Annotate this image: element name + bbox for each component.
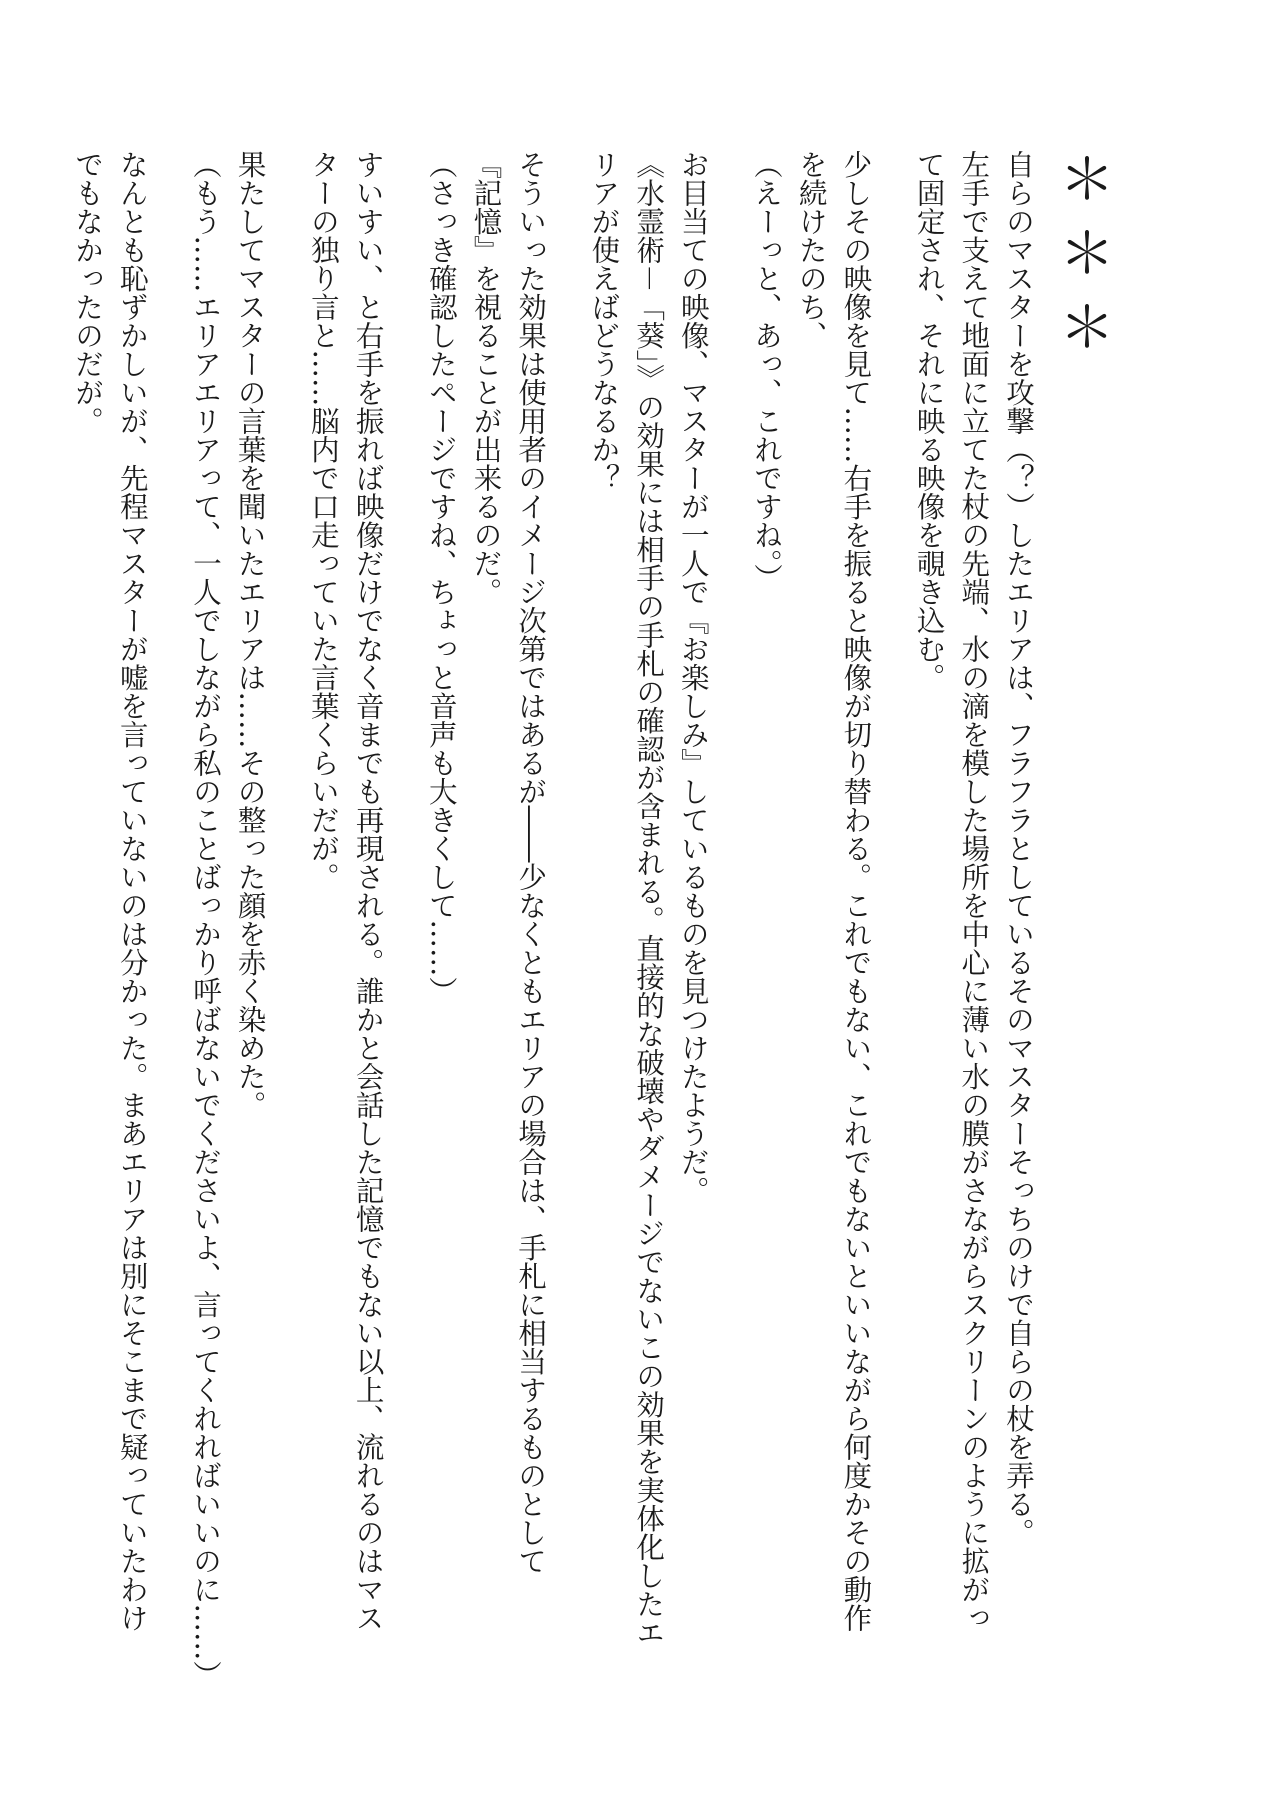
vertical-text-body [64, 150, 1040, 1689]
text-line: 果たしてマスターの言葉を聞いたエリアは……その整った顔を赤く染めた。 [233, 150, 267, 1119]
text-line: を続けたのち、 [794, 150, 828, 350]
text-line: 『記憶』を視ることが出来るのだ。 [469, 150, 503, 606]
text-line: （もう……エリアエリアって、一人でしながら私のことばっかり呼ばないでくださいよ、言ってくれればいいのに……） [188, 150, 222, 1689]
text-line: 自らのマスターを攻撃（？）したエリアは、フラフラとしているそのマスターそっちのけで自らの杖を弄る。 [1002, 150, 1035, 1547]
text-line: でもなかったのだが。 [71, 150, 105, 435]
text-line: 左手で支えて地面に立てた杖の先端、水の滴を模した場所を中心に薄い水の膜がさながらスクリーンのように拡がっ [957, 150, 991, 1632]
text-line: すいすい、と右手を振れば映像だけでなく音までも再現される。誰かと会話した記憶でもない以上、流れるのはマス [351, 150, 385, 1632]
text-line: リアが使えばどうなるか？ [587, 150, 621, 492]
text-line: なんとも恥ずかしいが、先程マスターが嘘を言っていないのは分かった。まあエリアは別にそこまで疑っていたわけ [115, 150, 149, 1632]
text-line: そういった効果は使用者のイメージ次第ではあるが――少なくともエリアの場合は、手札に相当するものとして [514, 150, 548, 1575]
scene-break-asterisks: ＊＊＊ [1050, 150, 1115, 372]
text-line: （えーっと、あっ、これですね。） [749, 150, 783, 592]
text-line: て固定され、それに映る映像を覗き込む。 [912, 150, 946, 692]
text-line: お目当ての映像、マスターが一人で『お楽しみ』しているものを見つけたようだ。 [676, 150, 710, 1205]
text-line: 少しその映像を見て……右手を振ると映像が切り替わる。これでもない、これでもないといいながら何度かその動作 [839, 150, 873, 1632]
text-line: 《水霊術－「葵」》の効果には相手の手札の確認が含まれる。直接的な破壊やダメージでないこの効果を実体化したエ [632, 150, 666, 1647]
text-line: ターの独り言と……脳内で口走っていた言葉くらいだが。 [306, 150, 340, 891]
text-line: （さっき確認したページですね、ちょっと音声も大きくして……） [424, 150, 458, 1005]
